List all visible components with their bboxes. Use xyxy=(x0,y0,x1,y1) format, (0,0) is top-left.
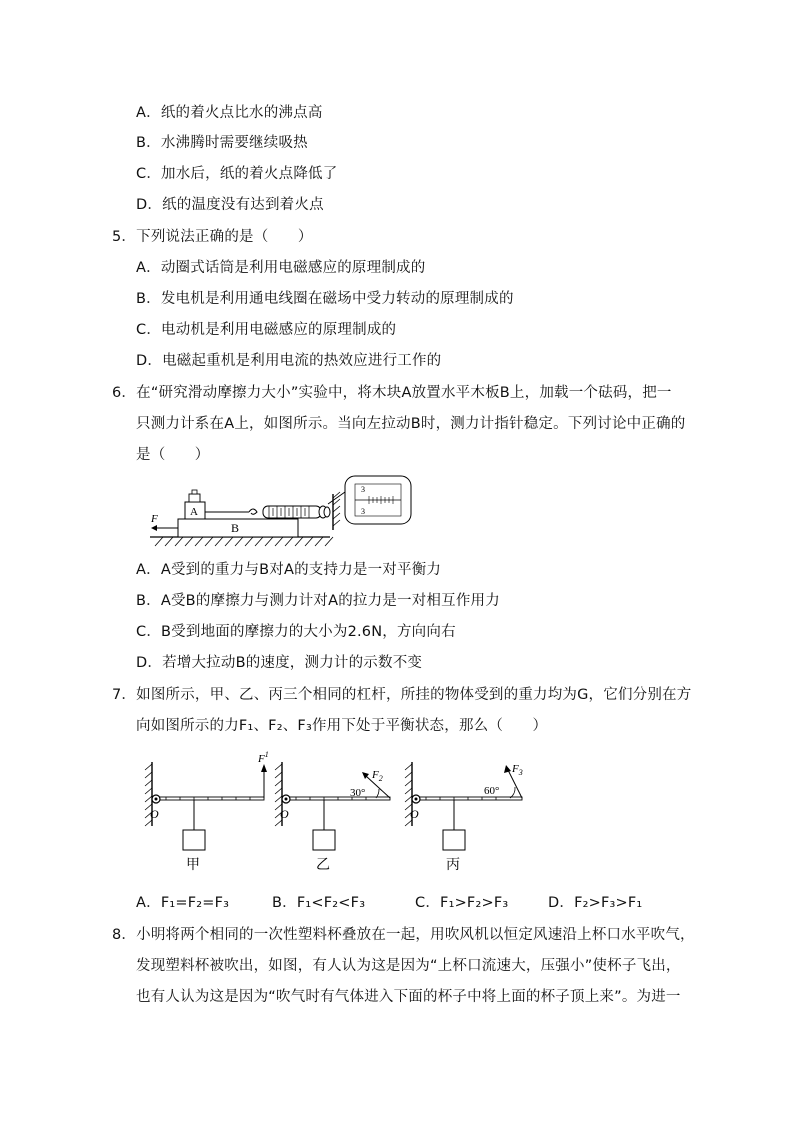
q6-stem-line-2: 只测力计系在A上，如图所示。当向左拉动B时，测力计指针稳定。下列讨论中正确的 xyxy=(136,416,686,432)
q5-option-d: D．电磁起重机是利用电流的热效应进行工作的 xyxy=(136,353,442,369)
q5-option-a: A．动圈式话筒是利用电磁感应的原理制成的 xyxy=(136,260,426,276)
q4-option-b: B．水沸腾时需要继续吸热 xyxy=(136,135,308,151)
lever-jia xyxy=(145,762,267,850)
q5-stem: 5．下列说法正确的是（ ） xyxy=(112,229,313,245)
angle-label-yi: 30° xyxy=(350,787,366,799)
caption-bing: 丙 xyxy=(446,858,460,873)
q7-stem-line-1: 7．如图所示，甲、乙、丙三个相同的杠杆，所挂的物体受到的重力均为G，它们分别在方 xyxy=(112,687,692,703)
ground-hatch xyxy=(155,537,333,546)
caption-yi: 乙 xyxy=(316,858,330,873)
q7-option-c: C．F₁>F₂>F₃ xyxy=(415,895,509,911)
force-label-f2: $F_2$ xyxy=(372,769,383,783)
force-label-f3: $F_3$ xyxy=(512,763,523,777)
q6-friction-figure xyxy=(145,472,420,550)
pivot-label-bing: O xyxy=(410,807,419,821)
q7-option-d: D．F₂>F₃>F₁ xyxy=(548,895,643,911)
q5-option-c: C．电动机是利用电磁感应的原理制成的 xyxy=(136,322,397,338)
q7-option-b: B．F₁<F₂<F₃ xyxy=(272,895,366,911)
q7-stem-line-2: 向如图所示的力F₁、F₂、F₃作用下处于平衡状态，那么（ ） xyxy=(136,718,548,734)
q6-stem-line-3: 是（ ） xyxy=(136,447,210,463)
force-label-f1: $F^1$ xyxy=(258,750,269,765)
q7-option-a: A．F₁=F₂=F₃ xyxy=(136,895,230,911)
dial-mark-top: 3 xyxy=(361,485,365,494)
spring-scale xyxy=(263,506,321,518)
weight xyxy=(189,494,200,502)
q4-option-a: A．纸的着火点比水的沸点高 xyxy=(136,105,323,121)
q6-option-d: D．若增大拉动B的速度，测力计的示数不变 xyxy=(136,655,423,671)
q6-option-a: A．A受到的重力与B对A的支持力是一对平衡力 xyxy=(136,562,442,578)
q5-option-b: B．发电机是利用通电线圈在磁场中受力转动的原理制成的 xyxy=(136,291,514,307)
q7-lever-figure xyxy=(140,748,540,876)
pivot-label-yi: O xyxy=(280,807,289,821)
board-b-label: B xyxy=(231,521,240,535)
q4-option-d: D．纸的温度没有达到着火点 xyxy=(136,197,324,213)
block-a-label: A xyxy=(190,506,198,518)
caption-jia: 甲 xyxy=(186,858,200,873)
q8-stem-line-1: 8．小明将两个相同的一次性塑料杯叠放在一起，用吹风机以恒定风速沿上杯口水平吹气， xyxy=(112,927,695,943)
q8-stem-line-2: 发现塑料杯被吹出，如图，有人认为这是因为“上杯口流速大，压强小”使杯子飞出， xyxy=(136,958,681,974)
lever-bing xyxy=(405,762,522,850)
dial-mark-bottom: 3 xyxy=(361,507,365,516)
angle-label-bing: 60° xyxy=(484,785,500,797)
q6-stem-line-1: 6．在“研究滑动摩擦力大小”实验中，将木块A放置水平木板B上，加载一个砝码，把一 xyxy=(112,385,672,401)
force-label: F xyxy=(151,513,158,525)
q8-stem-line-3: 也有人认为这是因为“吹气时有气体进入下面的杯子中将上面的杯子顶上来”。为进一 xyxy=(136,989,681,1005)
q4-option-c: C．加水后，纸的着火点降低了 xyxy=(136,166,338,182)
q6-option-c: C．B受到地面的摩擦力的大小为2.6N，方向向右 xyxy=(136,624,456,640)
pivot-label-jia: O xyxy=(150,807,159,821)
q6-option-b: B．A受B的摩擦力与测力计对A的拉力是一对相互作用力 xyxy=(136,593,500,609)
